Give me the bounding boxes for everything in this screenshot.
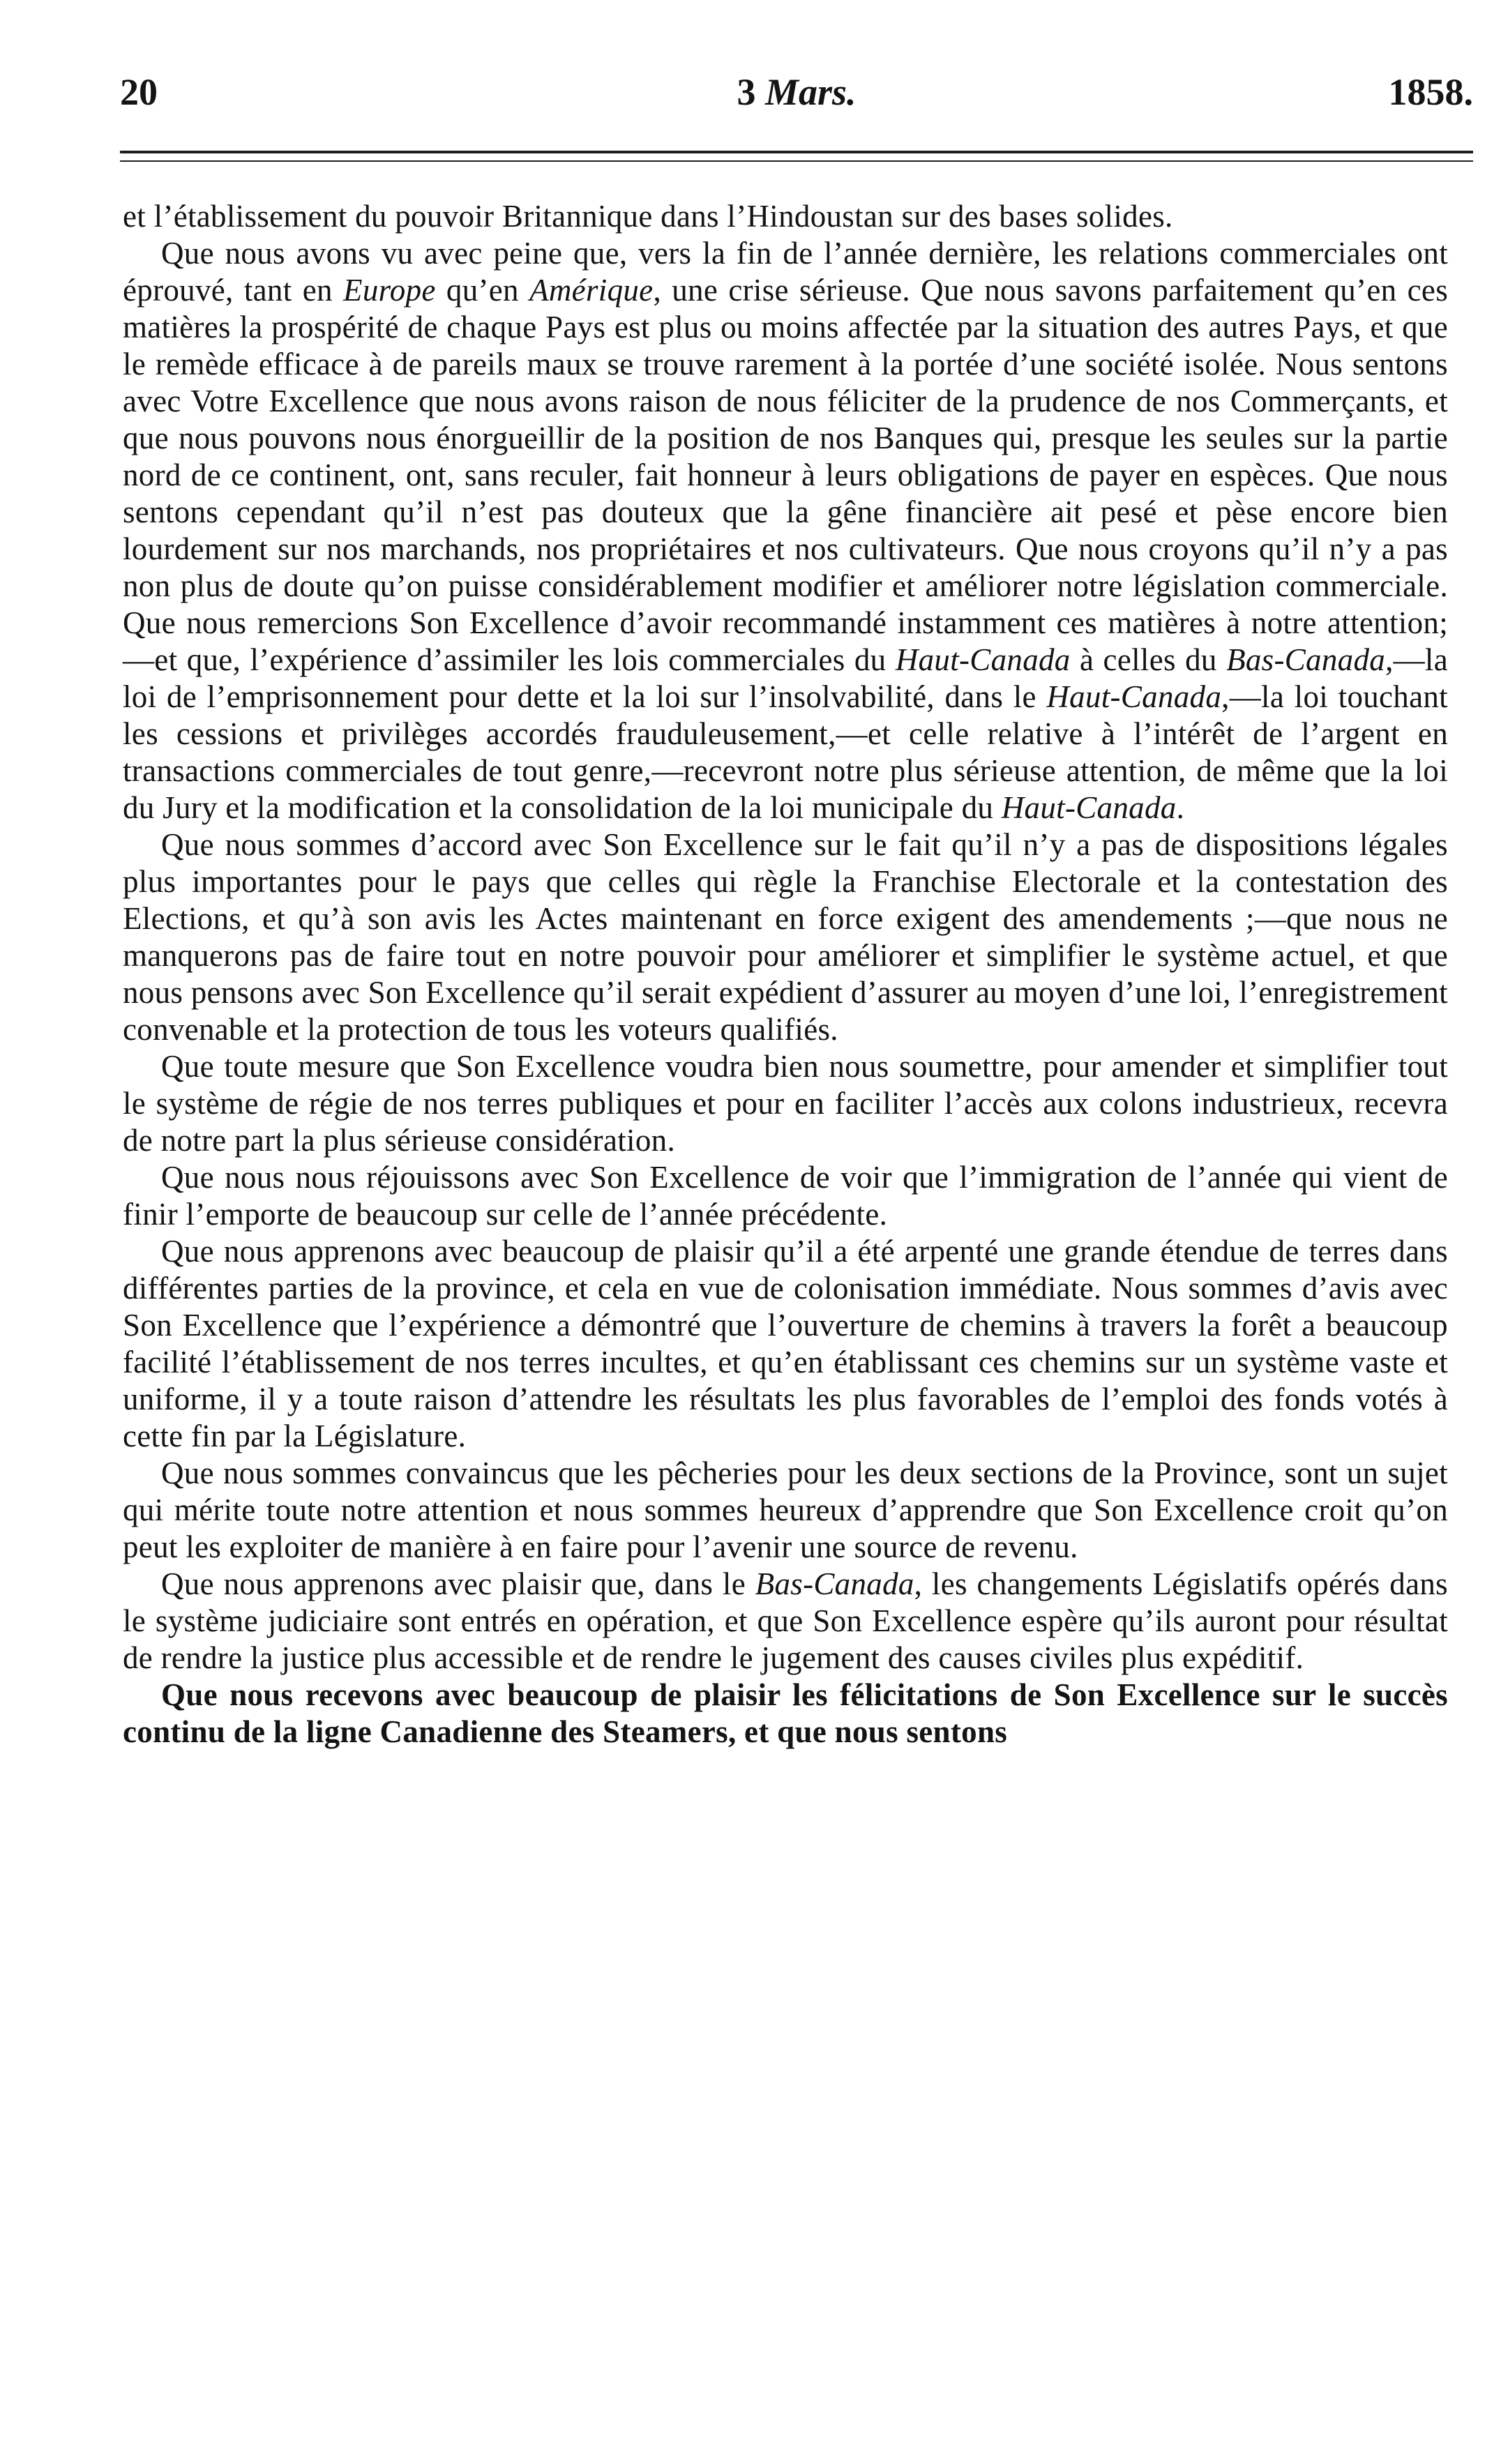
running-header (120, 64, 1473, 120)
header-date (120, 64, 1473, 120)
header-day: 3 (737, 71, 756, 113)
italic-term: Bas-Canada (755, 1566, 914, 1601)
italic-term: Haut-Canada (895, 642, 1071, 677)
paragraph: Que nous apprenons avec plaisir que, dans le Bas-Canada, les changements Législatifs opérés dans le système judiciaire sont entrés en opération, et que Son Excellence espère qu’ils auront pour résultat de rendre la justice plus accessible et de rendre le jugement des causes civiles plus expéditif. (123, 1566, 1448, 1675)
italic-term: Haut-Canada (1046, 679, 1222, 714)
paragraph: et l’établissement du pouvoir Britannique dans l’Hindoustan sur des bases solides. (123, 199, 1173, 234)
paragraph: Que nous nous réjouissons avec Son Excellence de voir que l’immigration de l’année qui vient de finir l’emporte de beaucoup sur celle de l’année précédente. (123, 1160, 1448, 1232)
paragraph: Que nous apprenons avec beaucoup de plaisir qu’il a été arpenté une grande étendue de terres dans différentes parties de la province, et cela en vue de colonisation immédiate. Nous sommes d’avis avec Son Excellence que l’expérience a démontré que l’ouverture de chemins à travers la forêt a beaucoup facilité l’établissement de nos terres incultes, et qu’en établissant ces chemins sur un système vaste et uniforme, il y a toute raison d’attendre les résultats les plus favorables de l’emploi des fonds votés à cette fin par la Législature. (123, 1234, 1448, 1453)
header-year: 1858. (1388, 71, 1473, 113)
italic-term: Amérique (529, 273, 654, 308)
paragraph: Que nous sommes convaincus que les pêcheries pour les deux sections de la Province, sont un sujet qui mérite toute notre attention et nous sommes heureux d’apprendre que Son Excellence croit qu’on peut les exploiter de manière à en faire pour l’avenir une source de revenu. (123, 1456, 1448, 1564)
page-number: 20 (120, 71, 158, 113)
paragraph: Que nous avons vu avec peine que, vers la fin de l’année dernière, les relations commerciales ont éprouvé, tant en Europe qu’en Amérique, une crise sérieuse. Que nous savons parfaitement qu’en ces matières la prospérité de chaque Pays est plus ou moins affectée par la situation des autres Pays, et que le remède efficace à de pareils maux se trouve rarement à la portée d’une société isolée. Nous sentons avec Votre Excellence que nous avons raison de nous féliciter de la prudence de nos Commerçants, et que nous pouvons nous énorgueillir de la position de nos Banques qui, presque les seules sur la partie nord de ce continent, ont, sans reculer, fait honneur à leurs obligations de payer en espèces. Que nous sentons cependant qu’il n’est pas douteux que la gêne financière ait pesé et pèse encore bien lourdement sur nos marchands, nos propriétaires et nos cultivateurs. Que nous croyons qu’il n’y a pas non plus de doute qu’on puisse considérablement modifier et améliorer notre législation commerciale. Que nous remercions Son Excellence d’avoir recommandé instamment ces matières à notre attention;—et que, l’expérience d’assimiler les lois commerciales du Haut-Canada à celles du Bas-Canada,—la loi de l’emprisonnement pour dette et la loi sur l’insolvabilité, dans le Haut-Canada,—la loi touchant les cessions et privilèges accordés frauduleusement,—et celle relative à l’intérêt de l’argent en transactions commerciales de tout genre,—recevront notre plus sérieuse attention, de même que la loi du Jury et la modification et la consolidation de la loi municipale du Haut-Canada. (123, 236, 1449, 825)
text-body (123, 198, 1448, 1751)
paragraph: Que nous sommes d’accord avec Son Excellence sur le fait qu’il n’y a pas de dispositions légales plus importantes pour le pays que celles qui règle la Franchise Electorale et la contestation des Elections, et qu’à son avis les Actes maintenant en force exigent des amendements ;—que nous ne manquerons pas de faire tout en notre pouvoir pour améliorer et simplifier le système actuel, et que nous pensons avec Son Excellence qu’il serait expédient d’assurer au moyen d’une loi, l’enregistrement convenable et la protection de tous les voteurs qualifiés. (123, 827, 1448, 1047)
paragraph: Que nous recevons avec beaucoup de plaisir les félicitations de Son Excellence sur le succès continu de la ligne Canadienne des Steamers, et que nous sentons (123, 1677, 1448, 1749)
header-rule (120, 151, 1473, 162)
italic-term: Haut-Canada (1001, 790, 1177, 825)
italic-term: Bas-Canada (1226, 642, 1386, 677)
italic-term: Europe (343, 273, 436, 308)
header-month: Mars. (764, 71, 857, 113)
paragraph: Que toute mesure que Son Excellence voudra bien nous soumettre, pour amender et simplifier tout le système de régie de nos terres publiques et pour en faciliter l’accès aux colons industrieux, recevra de notre part la plus sérieuse considération. (123, 1049, 1448, 1158)
